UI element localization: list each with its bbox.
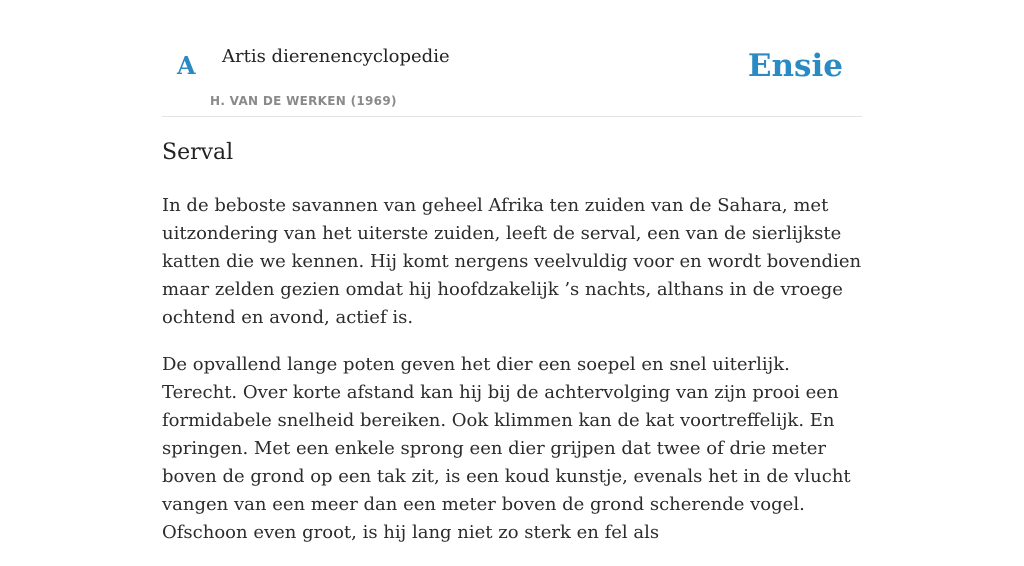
article-paragraph-1: In de beboste savannen van geheel Afrika ten zuiden van de Sahara, met uitzondering van het uiterste zuiden, leeft de serval, een van de sierlijkste katten die we kennen. Hij komt nergens veelvuldig voor en wordt bovendien maar zelden gezien omdat hij hoofdzakelijk ’s nachts, althans in de vroege ochtend en avond, actief is. bbox=[162, 195, 862, 328]
content-container bbox=[162, 0, 862, 543]
index-letter-link[interactable]: A bbox=[177, 51, 196, 80]
article-title: Serval bbox=[162, 140, 234, 165]
book-author: H. VAN DE WERKEN (1969) bbox=[210, 94, 397, 108]
book-title-link[interactable]: Artis dierenencyclopedie bbox=[222, 46, 450, 67]
book-header bbox=[162, 0, 862, 117]
article-body bbox=[162, 192, 862, 566]
article-paragraph-2: De opvallend lange poten geven het dier een soepel en snel uiterlijk. Terecht. Over korte afstand kan hij bij de achtervolging van zijn prooi een formidabele snelheid bereiken. Ook klimmen kan de kat voortreffelijk. En springen. Met een enkele sprong een dier grijpen dat twee of drie meter boven de grond op een tak zit, is een koud kunstje, evenals het in de vlucht vangen van een meer dan een meter boven de grond scherende vogel. Ofschoon even groot, is hij lang niet zo sterk en fel als bbox=[162, 354, 851, 543]
ensie-logo-link[interactable]: Ensie bbox=[747, 48, 843, 84]
